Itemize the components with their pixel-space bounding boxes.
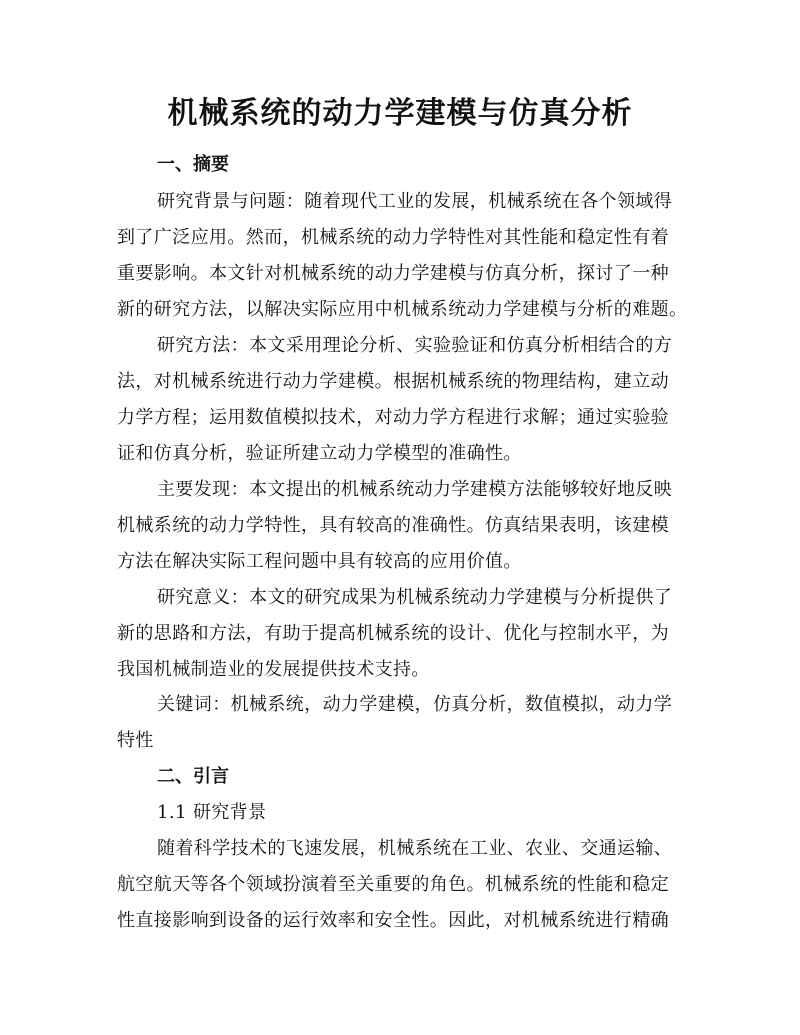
abstract-methods-line: 法，对机械系统进行动力学建模。根据机械系统的物理结构，建立动 <box>117 371 669 392</box>
abstract-findings-line: 方法在解决实际工程问题中具有较高的应用价值。 <box>117 551 522 572</box>
section-heading-abstract: 一、摘要 <box>157 154 229 175</box>
abstract-findings-line: 主要发现：本文提出的机械系统动力学建模方法能够较好地反映 <box>157 479 673 500</box>
abstract-keywords-line: 特性 <box>117 730 154 751</box>
subsection-heading-research-background: 1.1 研究背景 <box>157 802 267 823</box>
intro-paragraph-line: 航空航天等各个领域扮演着至关重要的角色。机械系统的性能和稳定 <box>117 874 669 895</box>
section-heading-introduction: 二、引言 <box>157 766 229 787</box>
abstract-significance-line: 我国机械制造业的发展提供技术支持。 <box>117 659 430 680</box>
abstract-background-line: 研究背景与问题：随着现代工业的发展，机械系统在各个领域得 <box>157 191 673 212</box>
abstract-background-line: 到了广泛应用。然而，机械系统的动力学特性对其性能和稳定性有着 <box>117 227 669 248</box>
abstract-significance-line: 新的思路和方法，有助于提高机械系统的设计、优化与控制水平，为 <box>117 623 669 644</box>
intro-paragraph-line: 性直接影响到设备的运行效率和安全性。因此，对机械系统进行精确 <box>117 910 669 931</box>
abstract-significance-line: 研究意义：本文的研究成果为机械系统动力学建模与分析提供了 <box>157 587 673 608</box>
document-title: 机械系统的动力学建模与仿真分析 <box>167 96 633 131</box>
abstract-background-line: 新的研究方法，以解决实际应用中机械系统动力学建模与分析的难题。 <box>117 299 688 320</box>
abstract-findings-line: 机械系统的动力学特性，具有较高的准确性。仿真结果表明，该建模 <box>117 515 669 536</box>
intro-paragraph-line: 随着科学技术的飞速发展，机械系统在工业、农业、交通运输、 <box>157 838 673 859</box>
abstract-methods-line: 研究方法：本文采用理论分析、实验验证和仿真分析相结合的方 <box>157 335 673 356</box>
abstract-methods-line: 证和仿真分析，验证所建立动力学模型的准确性。 <box>117 443 522 464</box>
abstract-methods-line: 力学方程；运用数值模拟技术，对动力学方程进行求解；通过实验验 <box>117 407 669 428</box>
abstract-background-line: 重要影响。本文针对机械系统的动力学建模与仿真分析，探讨了一种 <box>117 263 669 284</box>
abstract-keywords-line: 关键词：机械系统，动力学建模，仿真分析，数值模拟，动力学 <box>157 694 673 715</box>
